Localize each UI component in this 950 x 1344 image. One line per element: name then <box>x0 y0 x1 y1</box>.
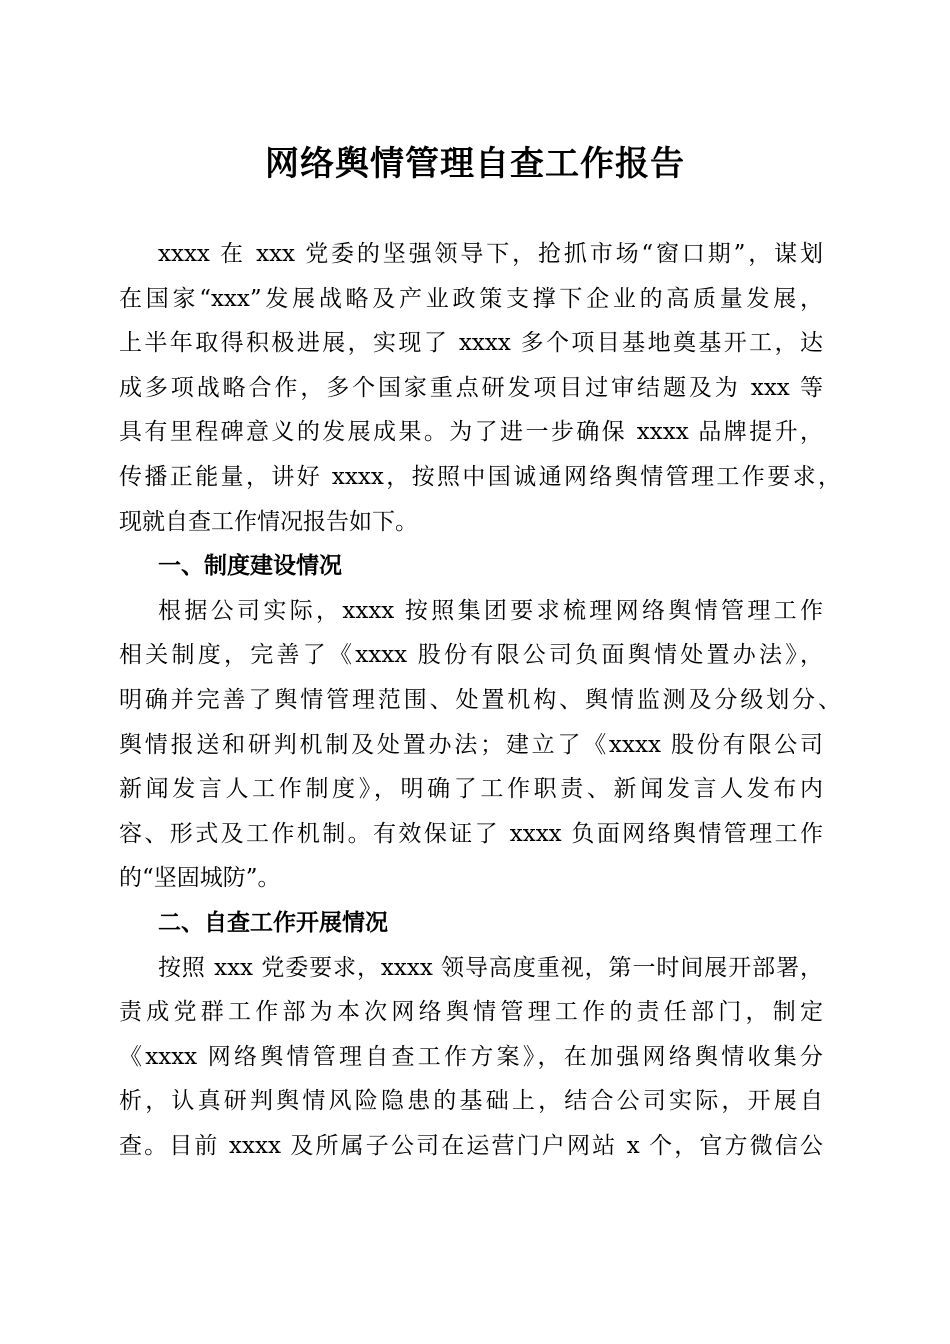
text-line: 的“坚固城防”。 <box>119 865 281 892</box>
text-line: 责成党群工作部为本次网络舆情管理工作的责任部门，制定 <box>119 999 823 1026</box>
paragraph-intro <box>119 232 841 544</box>
text-line: 明确并完善了舆情管理范围、处置机构、舆情监测及分级划分、 <box>119 686 841 713</box>
text-line: 根据公司实际，xxxx 按照集团要求梳理网络舆情管理工作 <box>158 597 823 624</box>
document-body <box>119 232 841 1168</box>
text-line: 新闻发言人工作制度》，明确了工作职责、新闻发言人发布内 <box>119 776 823 803</box>
section-heading-2: 二、自查工作开展情况 <box>158 909 388 936</box>
text-line: 查。目前 xxxx 及所属子公司在运营门户网站 x 个，官方微信公 <box>119 1132 823 1159</box>
text-line: 相关制度，完善了《xxxx 股份有限公司负面舆情处置办法》， <box>119 642 823 669</box>
text-line: 在国家“xxx”发展战略及产业政策支撑下企业的高质量发展， <box>119 285 823 312</box>
text-line: 舆情报送和研判机制及处置办法；建立了《xxxx 股份有限公司 <box>119 731 823 758</box>
paragraph-self-check <box>119 946 823 1169</box>
text-line: 按照 xxx 党委要求，xxxx 领导高度重视，第一时间展开部署， <box>158 954 823 981</box>
text-line: 具有里程碑意义的发展成果。为了进一步确保 xxxx 品牌提升， <box>119 419 823 446</box>
paragraph-system-building <box>119 589 841 901</box>
text-line: 析，认真研判舆情风险隐患的基础上，结合公司实际，开展自 <box>119 1088 823 1115</box>
text-line: 容、形式及工作机制。有效保证了 xxxx 负面网络舆情管理工作 <box>119 820 823 847</box>
text-line: 传播正能量，讲好 xxxx，按照中国诚通网络舆情管理工作要求， <box>119 463 841 490</box>
text-line: 成多项战略合作，多个国家重点研发项目过审结题及为 xxx 等 <box>119 374 823 401</box>
document-title: 网络舆情管理自查工作报告 <box>265 144 685 184</box>
text-line: xxxx 在 xxx 党委的坚强领导下，抢抓市场“窗口期”，谋划 <box>158 241 823 267</box>
text-line: 《xxxx 网络舆情管理自查工作方案》，在加强网络舆情收集分 <box>119 1043 823 1070</box>
text-line: 现就自查工作情况报告如下。 <box>119 508 418 535</box>
text-line: 上半年取得积极进展，实现了 xxxx 多个项目基地奠基开工，达 <box>119 330 823 357</box>
section-heading-1: 一、制度建设情况 <box>158 553 342 580</box>
